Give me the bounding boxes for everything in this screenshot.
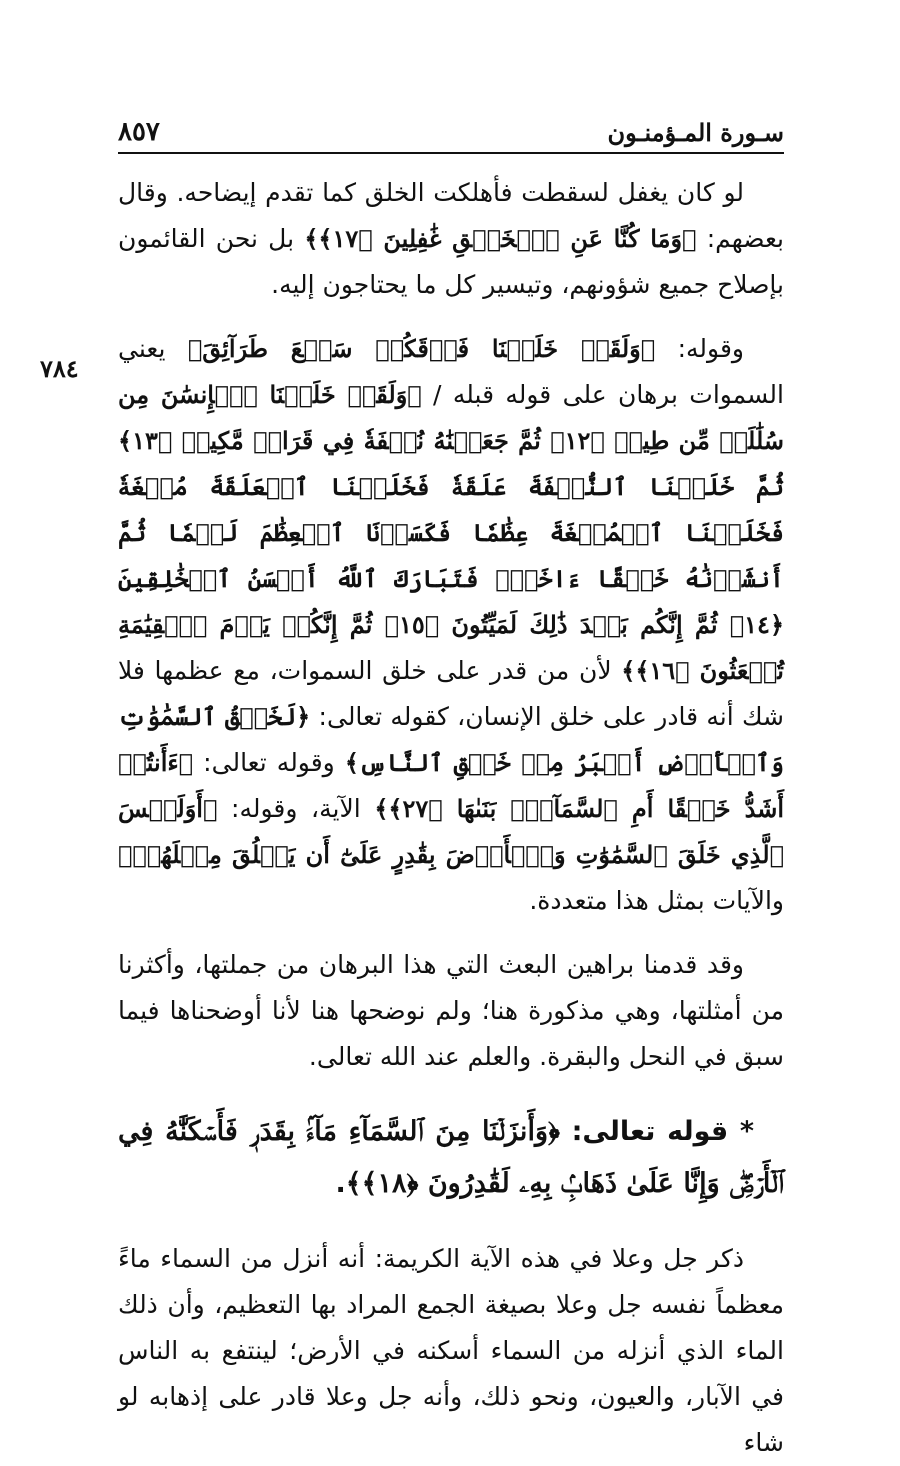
text-run: الآية، وقوله: — [217, 794, 375, 823]
page-number: ٨٥٧ — [118, 117, 160, 147]
verse-heading — [118, 1106, 784, 1210]
page-body — [118, 170, 784, 1466]
quran-verse: ﴿وَلَقَدۡ خَلَقۡنَا ٱلۡإِنسَٰنَ مِن سُلَٰلَةٖ مِّن طِينٖ ﴿١٢﴾ ثُمَّ جَعَلۡنَٰهُ نُطۡفَةٗ فِي قَرَارٖ مَّكِينٖ ﴿١٣﴾ ثُمَّ خَلَقۡنَا ٱلنُّطۡفَةَ عَلَقَةٗ فَخَلَقۡنَا ٱلۡعَلَقَةَ مُضۡغَةٗ فَخَلَقۡنَا ٱلۡمُضۡغَةَ عِظَٰمٗا فَكَسَوۡنَا ٱلۡعِظَٰمَ لَحۡمٗا ثُمَّ أَنشَأۡنَٰهُ خَلۡقًا ءَاخَرَۚ فَتَبَارَكَ ٱللَّهُ أَحۡسَنُ ٱلۡخَٰلِقِينَ ﴿١٤﴾ ثُمَّ إِنَّكُم بَعۡدَ ذَٰلِكَ لَمَيِّتُونَ ﴿١٥﴾ ثُمَّ إِنَّكُمۡ يَوۡمَ ٱلۡقِيَٰمَةِ تُبۡعَثُونَ ﴿١٦﴾﴾ — [118, 380, 784, 685]
quran-verse: ﴿وَلَقَدۡ خَلَقۡنَا فَوۡقَكُمۡ سَبۡعَ طَرَآئِقَ﴾ — [187, 334, 656, 363]
text-run: ذكر جل وعلا في هذه الآية الكريمة: أنه أنزل من السماء ماءً معظماً نفسه جل وعلا بصيغة الجمع المراد بها التعظيم، وأن ذلك الماء الذي أنزله من السماء أسكنه في الأرض؛ لينتفع به الناس في الآبار، والعيون، ونحو ذلك، وأنه جل وعلا قادر على إذهابه لو شاء — [118, 1244, 784, 1457]
quran-verse: ﴿ءَأَنتُمۡ أَشَدُّ خَلۡقًا أَمِ ٱلسَّمَآءُۚ بَنَىٰهَا ﴿٢٧﴾﴾ — [118, 748, 784, 823]
paragraph-2 — [118, 326, 784, 924]
quran-verse: ﴿وَأَنزَلۡنَا مِنَ ٱلسَّمَآءِ مَآءَۢ بِقَدَرٖ فَأَسۡكَنَّٰهُ فِي ٱلۡأَرۡضِۖ وَإِنَّا عَلَىٰ ذَهَابِۢ بِهِۦ لَقَٰدِرُونَ ﴿١٨﴾﴾ — [118, 1116, 784, 1199]
text-run: يعني السموات برهان على قوله قبله / — [118, 334, 784, 409]
heading-prefix: * قوله تعالى: — [559, 1116, 754, 1147]
quran-verse: ﴿وَمَا كُنَّا عَنِ ٱلۡخَلۡقِ غَٰفِلِينَ ﴿١٧﴾﴾ — [304, 224, 697, 253]
text-run: وقد قدمنا براهين البعث التي هذا البرهان من جملتها، وأكثرنا من أمثلتها، وهي مذكورة هنا؛ ولم نوضحها هنا لأنا أوضحناها فيما سبق في النحل والبقرة. والعلم عند الله تعالى. — [118, 950, 784, 1071]
text-run: وقوله تعالى: — [193, 748, 345, 777]
text-run: وقوله: — [655, 334, 744, 363]
surah-title: سـورة المـؤمنـون — [607, 117, 784, 147]
text-run: لو كان يغفل لسقطت فأهلكت الخلق كما تقدم إيضاحه. وقال بعضهم: — [118, 178, 785, 253]
text-run: والآيات بمثل هذا متعددة. — [529, 886, 784, 915]
paragraph-1 — [118, 170, 784, 308]
text-run: بل نحن القائمون بإصلاح جميع شؤونهم، وتيسير كل ما يحتاجون إليه. — [118, 224, 784, 299]
text-run: لأن من قدر على خلق السموات، مع عظمها فلا شك أنه قادر على خلق الإنسان، كقوله تعالى: — [118, 656, 784, 731]
quran-verse: ﴿لَخَلۡقُ ٱلسَّمَٰوَٰتِ وَٱلۡأَرۡضِ أَكۡبَرُ مِنۡ خَلۡقِ ٱلنَّاسِ﴾ — [118, 702, 784, 777]
page-header — [118, 112, 784, 154]
margin-page-reference: ٧٨٤ — [40, 354, 79, 383]
quran-verse: ﴿أَوَلَيۡسَ ٱلَّذِي خَلَقَ ٱلسَّمَٰوَٰتِ وَٱلۡأَرۡضَ بِقَٰدِرٍ عَلَىٰٓ أَن يَخۡلُقَ مِثۡلَهُمۚ﴾ — [118, 794, 784, 869]
heading-suffix: . — [335, 1168, 346, 1199]
paragraph-3 — [118, 942, 784, 1080]
